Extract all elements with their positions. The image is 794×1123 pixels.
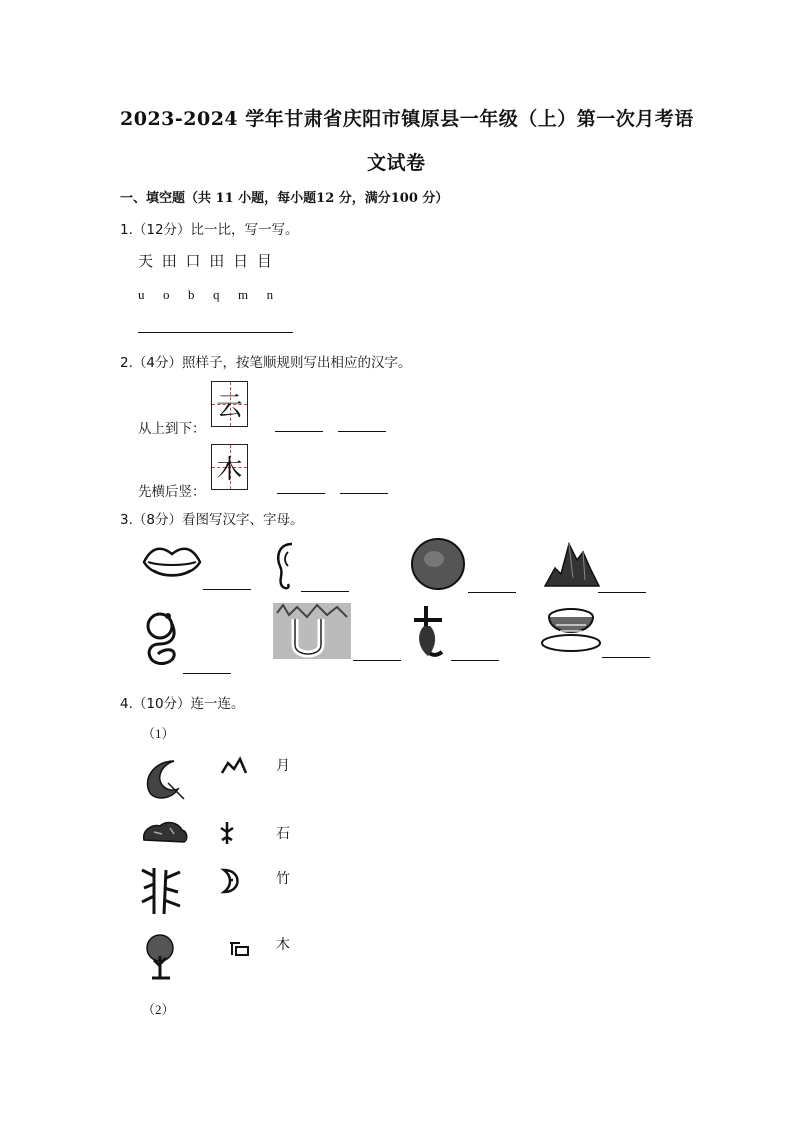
ear-icon — [272, 540, 302, 592]
question-2-text: 2.（4分）照样子，按笔顺规则写出相应的汉字。 — [120, 355, 412, 371]
question-1-text: 1.（12分）比一比，写一写。 — [120, 222, 299, 238]
match-char-4[interactable]: 木 — [276, 937, 290, 953]
match-char-3[interactable]: 竹 — [276, 871, 290, 887]
question-2-row1-blank-2[interactable] — [338, 431, 386, 432]
question-2-row2-blank-1[interactable] — [277, 493, 325, 494]
question-3-blank-5[interactable] — [183, 673, 231, 674]
tree-icon — [142, 932, 180, 982]
cup-icon — [540, 603, 602, 655]
letter-t-fish-icon — [408, 604, 448, 660]
question-2-row2-label: 先横后竖： — [138, 484, 206, 500]
bamboo-icon — [140, 866, 182, 916]
question-1-chars: 天 田 口 田 日 目 — [138, 252, 272, 270]
mouth-icon — [140, 540, 204, 586]
example-char-mu: 木 — [216, 454, 243, 485]
tianzige-box-mu — [211, 444, 248, 490]
ancient-glyph-tree-icon — [219, 820, 235, 846]
question-3-blank-3[interactable] — [468, 592, 516, 593]
question-4-text: 4.（10分）连一连。 — [120, 696, 245, 712]
match-char-1[interactable]: 月 — [276, 758, 290, 774]
ancient-glyph-moon-icon — [220, 868, 244, 894]
ancient-glyph-stone-icon — [228, 941, 250, 957]
example-char-yun: 云 — [216, 391, 243, 422]
letter-u-picture-icon — [273, 603, 351, 659]
question-2-row1-blank-1[interactable] — [275, 431, 323, 432]
question-3-blank-4[interactable] — [598, 592, 646, 593]
sun-icon — [410, 537, 466, 591]
tianzige-box-yun — [211, 381, 248, 427]
question-1-letters: u o b q m n — [138, 287, 274, 302]
question-3-blank-8[interactable] — [602, 657, 650, 658]
letter-g-icon — [142, 608, 182, 668]
page-title-line1: 2023-2024 学年甘肃省庆阳市镇原县一年级（上）第一次月考语 — [120, 108, 694, 130]
question-1-answer-line[interactable] — [138, 332, 293, 333]
moon-icon — [140, 757, 186, 801]
ancient-glyph-mountain-icon — [220, 757, 248, 775]
question-3-blank-1[interactable] — [203, 589, 251, 590]
question-2-row2-blank-2[interactable] — [340, 493, 388, 494]
rock-icon — [140, 818, 188, 844]
question-2-row1-label: 从上到下： — [138, 421, 206, 437]
question-4-part-1: （1） — [142, 726, 175, 741]
match-char-2[interactable]: 石 — [276, 826, 290, 842]
question-3-blank-6[interactable] — [353, 660, 401, 661]
page-title-line2: 文试卷 — [367, 152, 426, 174]
section-header: 一、填空题（共 11 小题，每小题12 分，满分100 分） — [120, 191, 449, 206]
question-3-text: 3.（8分）看图写汉字、字母。 — [120, 512, 304, 528]
question-3-blank-2[interactable] — [301, 591, 349, 592]
mountain-icon — [543, 538, 601, 588]
question-3-blank-7[interactable] — [451, 660, 499, 661]
question-4-part-2: （2） — [142, 1002, 175, 1017]
